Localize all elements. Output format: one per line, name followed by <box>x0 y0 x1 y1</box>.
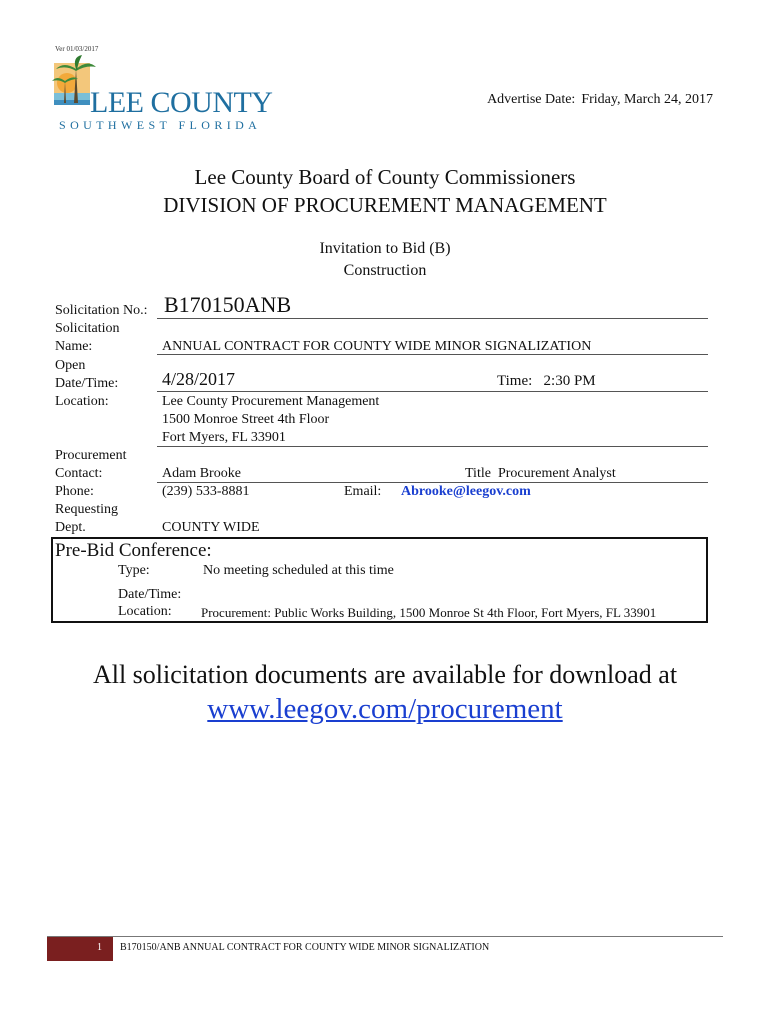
phone-value: (239) 533-8881 <box>162 484 250 499</box>
location-label: Location: <box>55 394 109 409</box>
contact-title-value: Procurement Analyst <box>497 466 616 481</box>
bid-type: Invitation to Bid (B) <box>319 240 451 257</box>
prebid-location-label: Location: <box>118 604 172 619</box>
advertise-label: Advertise Date: <box>487 92 576 107</box>
divider <box>157 446 708 447</box>
contact-label-2: Contact: <box>55 466 103 481</box>
board-title: Lee County Board of County Commissioners <box>194 165 576 189</box>
divider <box>157 318 708 319</box>
division-title: DIVISION OF PROCUREMENT MANAGEMENT <box>163 193 607 217</box>
solicitation-name-label-1: Solicitation <box>55 321 120 336</box>
open-label-2: Date/Time: <box>55 376 119 391</box>
page-number: 1 <box>97 942 102 953</box>
prebid-title: Pre-Bid Conference: <box>55 540 212 561</box>
advertise-value: Friday, March 24, 2017 <box>581 92 713 107</box>
location-line-1: Lee County Procurement Management <box>162 394 380 409</box>
dept-value: COUNTY WIDE <box>162 520 260 535</box>
download-text: All solicitation documents are available for download at <box>92 660 678 689</box>
location-line-2: 1500 Monroe Street 4th Floor <box>162 412 330 427</box>
solicitation-number: B170150ANB <box>164 292 292 317</box>
contact-title <box>465 465 616 483</box>
time-value: 2:30 PM <box>543 373 596 389</box>
bid-category: Construction <box>343 262 427 279</box>
footer-divider <box>47 936 723 937</box>
email-label: Email: <box>344 484 382 499</box>
divider <box>157 354 708 355</box>
open-time <box>497 373 596 390</box>
version-label: Ver 01/03/2017 <box>55 45 99 53</box>
solicitation-name-label-2: Name: <box>55 339 93 354</box>
dept-label-1: Requesting <box>55 502 118 517</box>
contact-label-1: Procurement <box>55 448 127 463</box>
footer-page-box <box>47 937 113 961</box>
prebid-datetime-label: Date/Time: <box>118 587 182 602</box>
prebid-type-label: Type: <box>118 563 150 578</box>
logo-subtitle: SOUTHWEST FLORIDA <box>59 118 262 132</box>
prebid-type-value: No meeting scheduled at this time <box>203 563 394 578</box>
open-date: 4/28/2017 <box>162 369 236 389</box>
advertise-date <box>487 92 713 108</box>
open-label-1: Open <box>55 358 86 373</box>
divider <box>157 391 708 392</box>
phone-label: Phone: <box>55 484 94 499</box>
location-line-3: Fort Myers, FL 33901 <box>162 430 286 445</box>
solicitation-number-label: Solicitation No.: <box>55 303 148 318</box>
prebid-location-value: Procurement: Public Works Building, 1500 Monroe St 4th Floor, Fort Myers, FL 33901 <box>201 605 657 620</box>
logo-title: LEE COUNTY <box>90 86 273 119</box>
email-link[interactable]: Abrooke@leegov.com <box>401 484 531 499</box>
footer-text: B170150/ANB ANNUAL CONTRACT FOR COUNTY WIDE MINOR SIGNALIZATION <box>120 942 490 953</box>
contact-title-label: Title <box>465 466 491 481</box>
dept-label-2: Dept. <box>55 520 86 535</box>
contact-name: Adam Brooke <box>162 466 241 481</box>
procurement-link[interactable]: www.leegov.com/procurement <box>207 693 563 725</box>
time-label: Time: <box>497 373 533 389</box>
solicitation-name: ANNUAL CONTRACT FOR COUNTY WIDE MINOR SIGNALIZATION <box>162 339 592 354</box>
